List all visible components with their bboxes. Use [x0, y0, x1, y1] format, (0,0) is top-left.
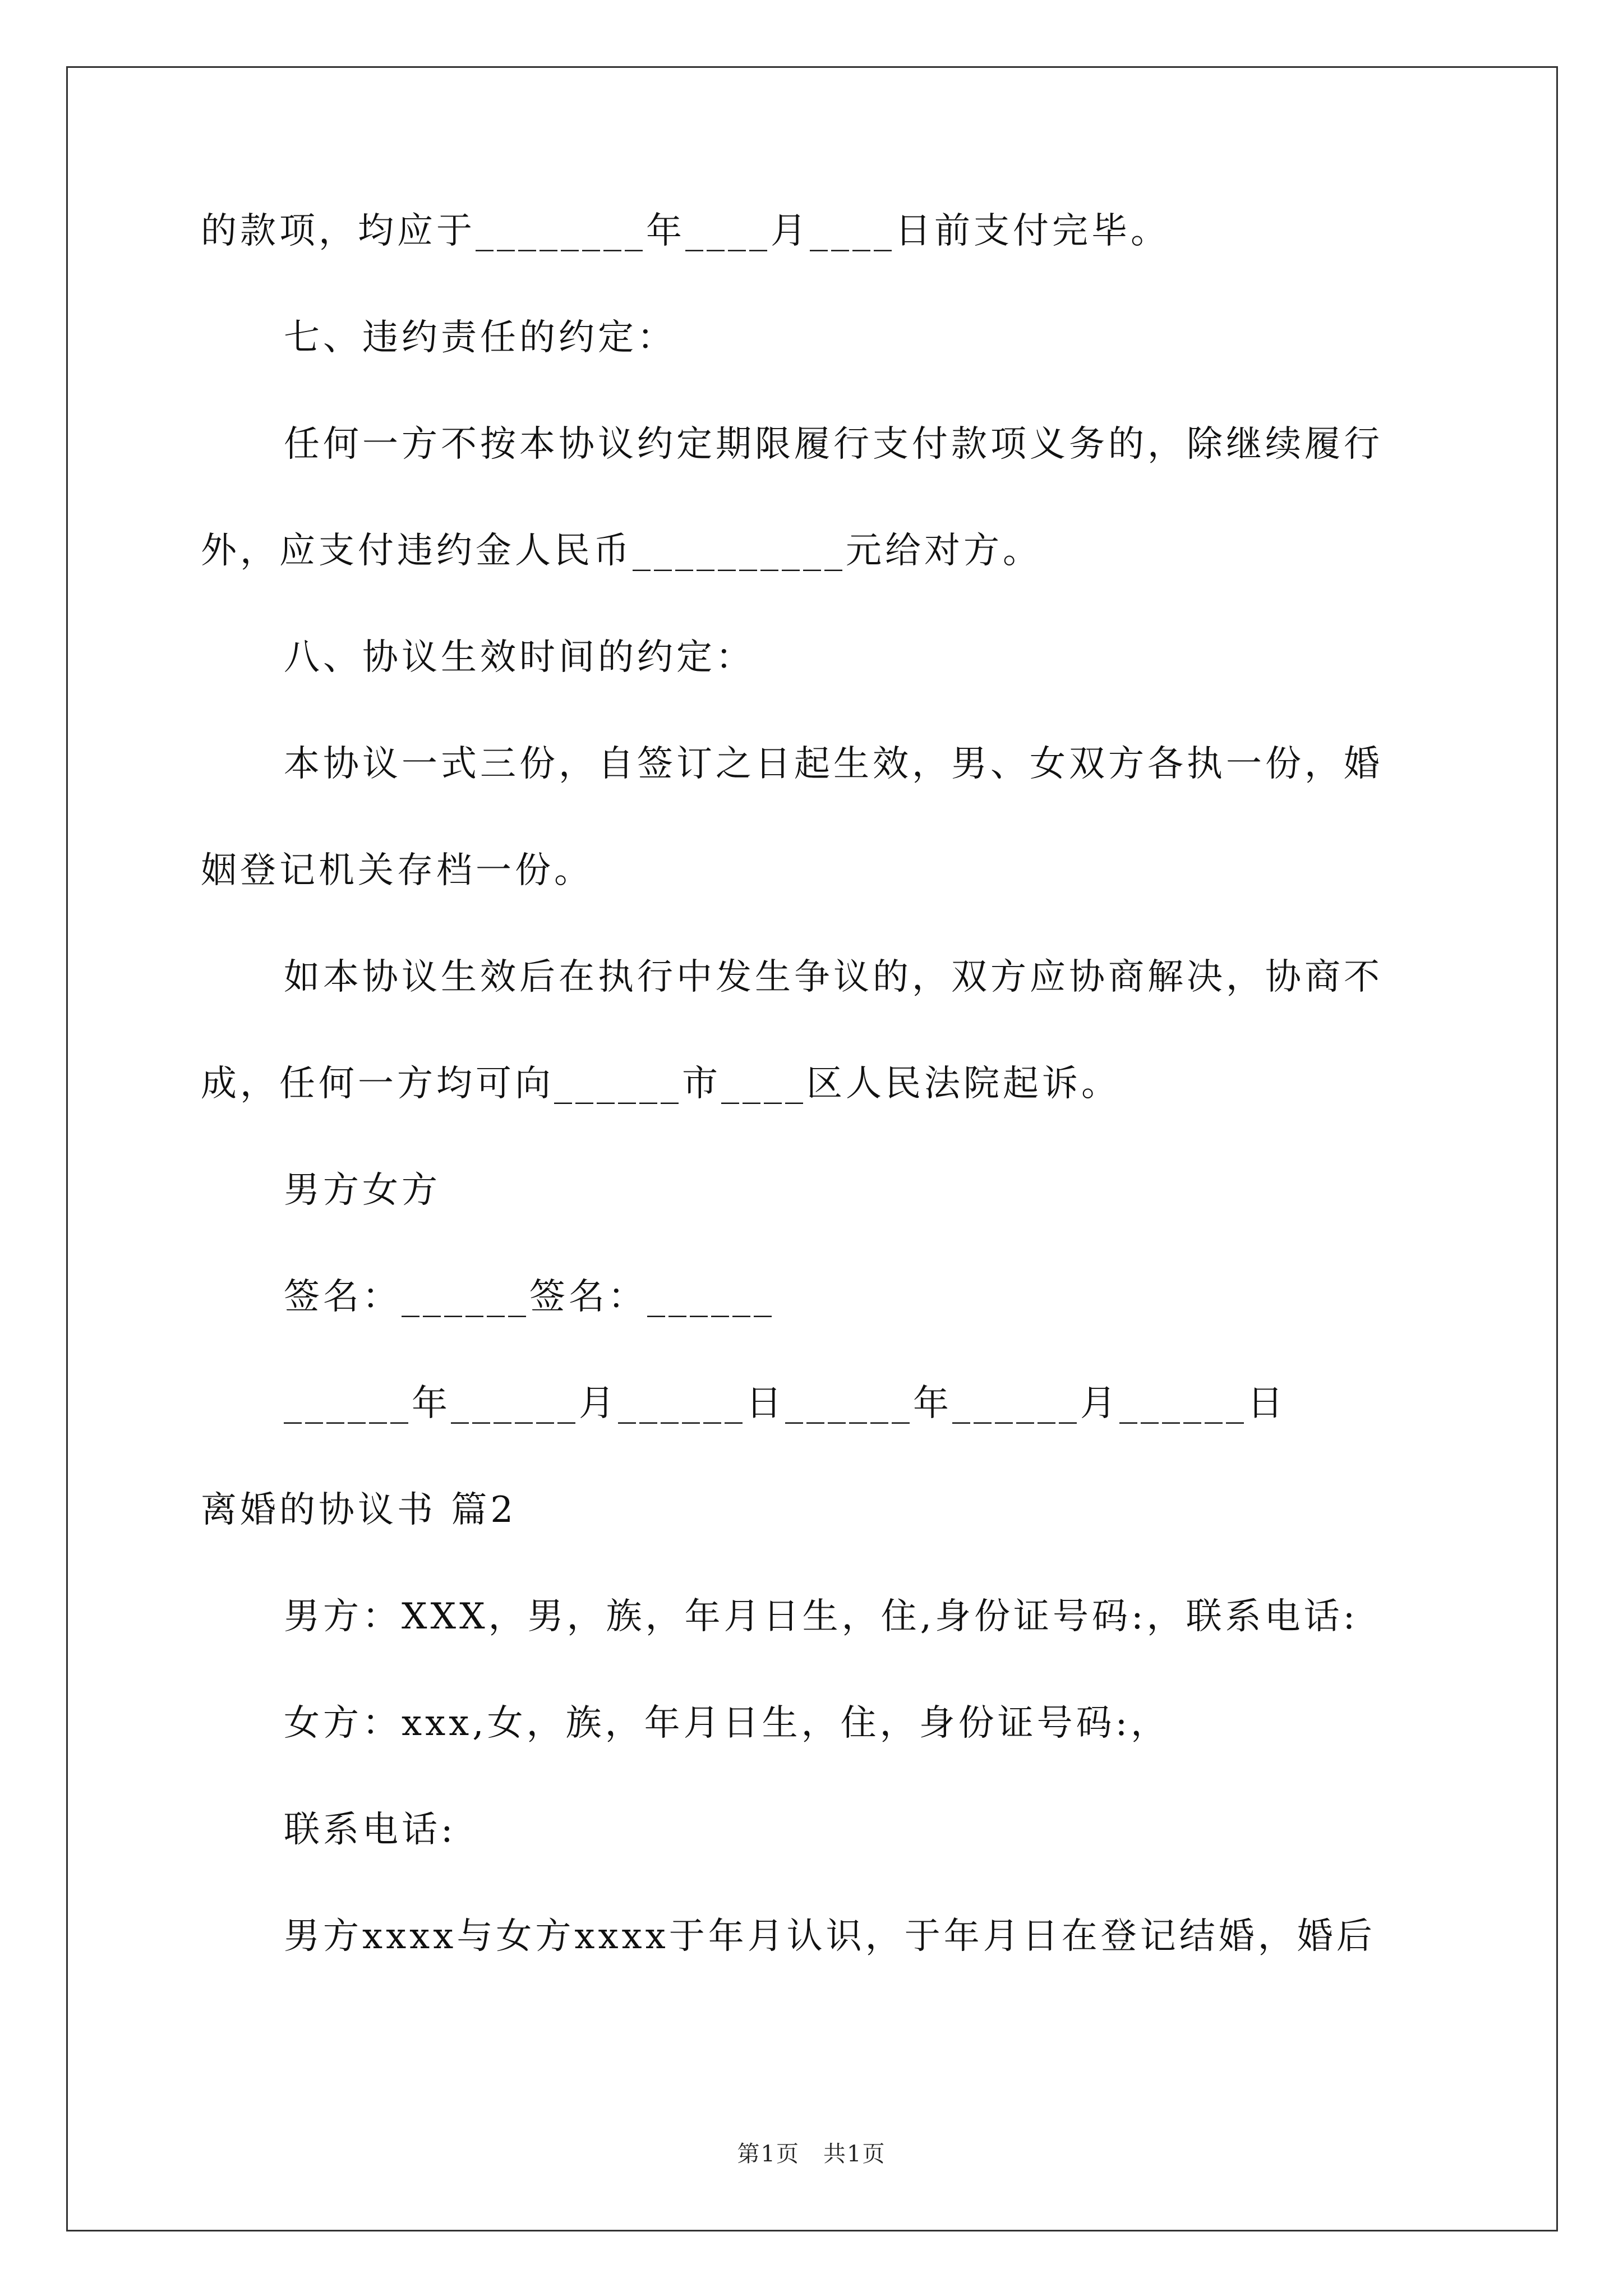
text-line-payment-deadline: 的款项，均应于________年____月____日前支付完毕。 — [201, 210, 1170, 252]
text-line-husband-info: 男方：XXX，男，族，年月日生，住,身份证号码:，联系电话: — [284, 1596, 1359, 1637]
page-frame — [66, 66, 1558, 2231]
section-heading-breach: 七、违约责任的约定： — [284, 317, 676, 358]
text-line-dispute-2: 成，任何一方均可向______市____区人民法院起诉。 — [201, 1063, 1121, 1105]
text-line-effective-1: 本协议一式三份，自签订之日起生效，男、女双方各执一份，婚 — [284, 743, 1383, 785]
section-title-part-2: 离婚的协议书 篇2 — [201, 1489, 517, 1531]
text-line-breach-2: 外，应支付违约金人民币__________元给对方。 — [201, 530, 1042, 572]
section-heading-effective: 八、协议生效时间的约定： — [284, 637, 755, 678]
text-line-effective-2: 姻登记机关存档一份。 — [201, 850, 593, 891]
page-footer: 第1页 共1页 — [737, 2141, 886, 2167]
text-line-wife-phone: 联系电话: — [284, 1809, 457, 1851]
text-line-marriage-history: 男方xxxx与女方xxxx于年月认识，于年月日在登记结婚，婚后 — [284, 1916, 1376, 1957]
text-line-breach-1: 任何一方不按本协议约定期限履行支付款项义务的，除继续履行 — [284, 424, 1383, 465]
text-line-wife-info: 女方：xxx,女，族，年月日生，住，身份证号码:， — [284, 1703, 1170, 1744]
signature-parties: 男方女方 — [284, 1170, 441, 1211]
signature-names: 签名：______签名：______ — [284, 1276, 775, 1318]
text-line-dispute-1: 如本协议生效后在执行中发生争议的，双方应协商解决，协商不 — [284, 956, 1383, 998]
signature-dates: ______年______月______日______年______月______日 — [284, 1383, 1287, 1424]
